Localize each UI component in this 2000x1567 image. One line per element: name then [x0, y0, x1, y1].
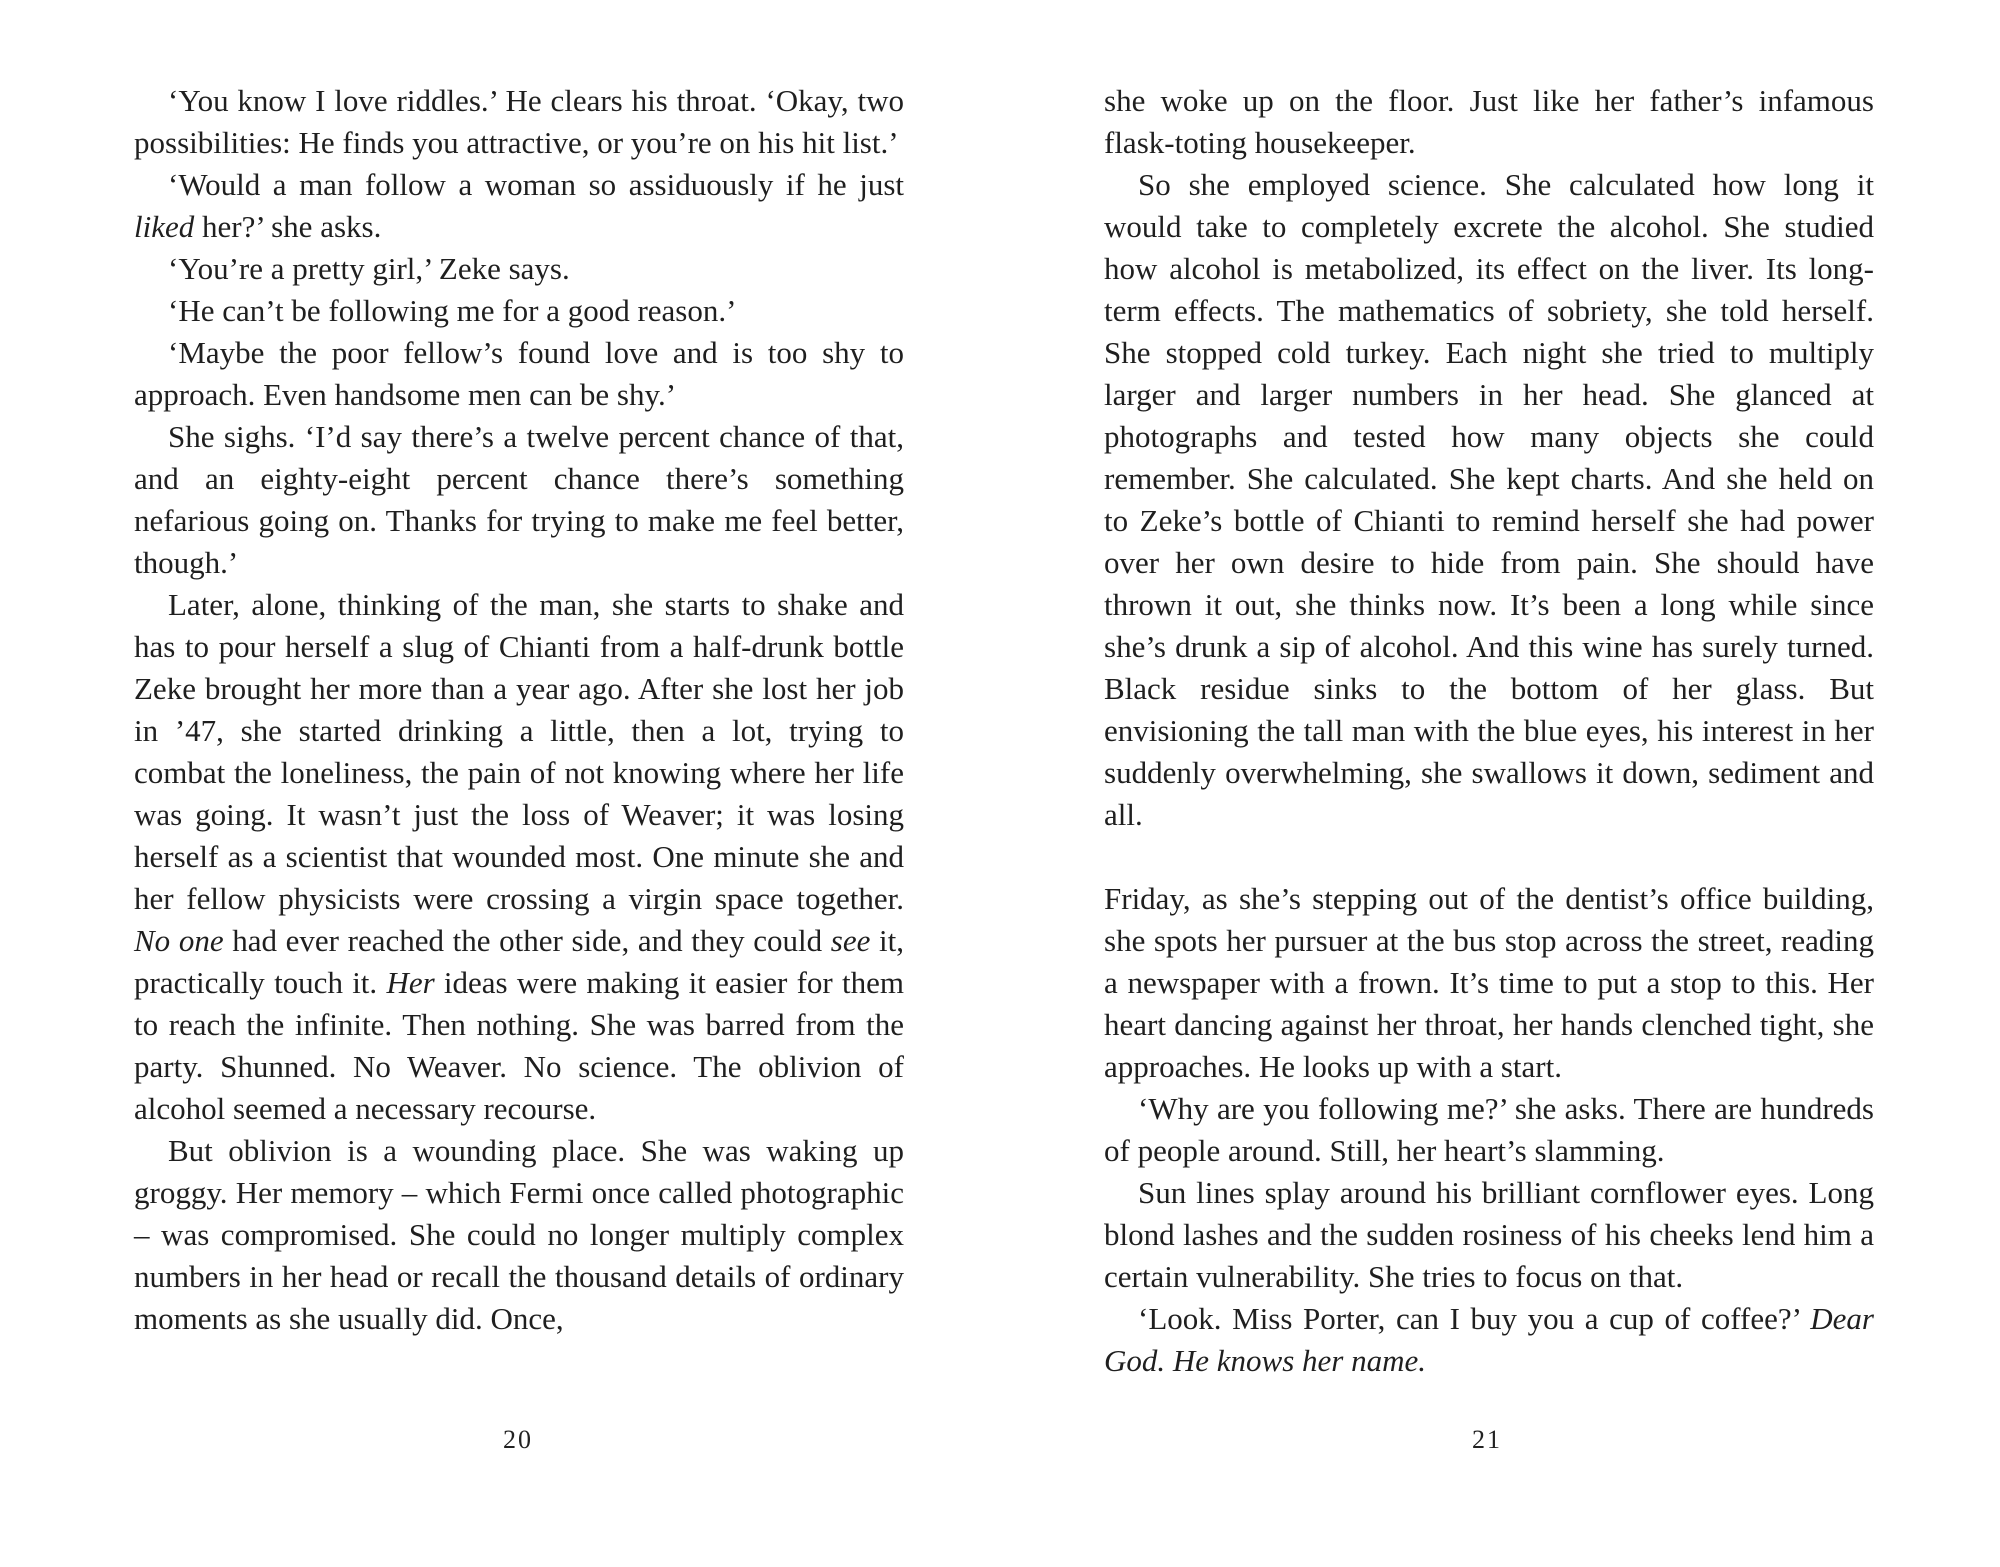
text-run: ‘Maybe the poor fellow’s found love and is too shy to approach. Even handsome men can be shy.’ — [134, 335, 904, 412]
left-page-text — [134, 80, 904, 1340]
text-run: had ever reached the other side, and they could — [223, 923, 831, 958]
text-run: ‘You know I love riddles.’ He clears his throat. ‘Okay, two possibilities: He finds you attractive, or you’re on his hit list.’ — [134, 83, 904, 160]
paragraph — [134, 584, 904, 1130]
italic-text: see — [830, 923, 871, 958]
italic-text: Dear God. He knows her name. — [1104, 1301, 1874, 1378]
text-run: Sun lines splay around his brilliant cornflower eyes. Long blond lashes and the sudden rosiness of his cheeks lend him a certain vulnerability. She tries to focus on that. — [1104, 1175, 1874, 1294]
paragraph — [1104, 1172, 1874, 1298]
text-run: ‘Why are you following me?’ she asks. There are hundreds of people around. Still, her heart’s slamming. — [1104, 1091, 1874, 1168]
paragraph — [134, 248, 904, 290]
paragraph — [134, 290, 904, 332]
text-run: ‘Would a man follow a woman so assiduously if he just — [168, 167, 904, 202]
text-run: She sighs. ‘I’d say there’s a twelve percent chance of that, and an eighty-eight percent chance there’s something nefarious going on. Thanks for trying to make me feel better, though.’ — [134, 419, 904, 580]
text-run: ‘You’re a pretty girl,’ Zeke says. — [168, 251, 570, 286]
paragraph — [1104, 1088, 1874, 1172]
text-run: ‘Look. Miss Porter, can I buy you a cup of coffee?’ — [1138, 1301, 1811, 1336]
right-page-text — [1104, 80, 1874, 1382]
text-run: Friday, as she’s stepping out of the dentist’s office building, she spots her pursuer at the bus stop across the street, reading a newspaper with a frown. It’s time to put a stop to this. Her heart dancing against her throat, her hands clenched tight, she approaches. He looks up with a start. — [1104, 881, 1874, 1084]
text-run: But oblivion is a wounding place. She was waking up groggy. Her memory – which Fermi once called photographic – was compromised. She could no longer multiply complex numbers in her head or recall the thousand details of ordinary moments as she usually did. Once, — [134, 1133, 904, 1336]
italic-text: liked — [134, 209, 195, 244]
paragraph — [134, 164, 904, 248]
text-run: Later, alone, thinking of the man, she starts to shake and has to pour herself a slug of Chianti from a half-drunk bottle Zeke brought her more than a year ago. After she lost her job in ’47, she started drinking a little, then a lot, trying to combat the loneliness, the pain of not knowing where her life was going. It wasn’t just the loss of Weaver; it was losing herself as a scientist that wounded most. One minute she and her fellow physicists were crossing a virgin space together. — [134, 587, 904, 916]
paragraph — [1104, 1298, 1874, 1382]
text-run: ideas were making it easier for them to reach the infinite. Then nothing. She was barred from the party. Shunned. No Weaver. No science. The oblivion of alcohol seemed a necessary recourse. — [134, 965, 904, 1126]
paragraph — [134, 416, 904, 584]
paragraph — [134, 80, 904, 164]
text-run: her?’ she asks. — [194, 209, 382, 244]
paragraph — [1104, 80, 1874, 164]
text-run: it, practically touch it. — [134, 923, 905, 1000]
text-run: she woke up on the floor. Just like her father’s infamous flask-toting housekeeper. — [1104, 83, 1874, 160]
text-run: ‘He can’t be following me for a good reason.’ — [168, 293, 737, 328]
paragraph — [1104, 164, 1874, 836]
paragraph — [134, 1130, 904, 1340]
right-page — [1000, 0, 2000, 1567]
paragraph — [134, 332, 904, 416]
section-break — [1104, 836, 1874, 878]
left-page-number: 20 — [503, 1425, 533, 1454]
text-run: So she employed science. She calculated how long it would take to completely excrete the alcohol. She studied how alcohol is metabolized, its effect on the liver. Its long-term effects. The mathematics of sobriety, she told herself. She stopped cold turkey. Each night she tried to multiply larger and larger numbers in her head. She glanced at photographs and tested how many objects she could remember. She calculated. She kept charts. And she held on to Zeke’s bottle of Chianti to remind herself she had power over her own desire to hide from pain. She should have thrown it out, she thinks now. It’s been a long while since she’s drunk a sip of alcohol. And this wine has surely turned. Black residue sinks to the bottom of her glass. But envisioning the tall man with the blue eyes, his interest in her suddenly overwhelming, she swallows it down, sediment and all. — [1104, 167, 1874, 832]
italic-text: No one — [134, 923, 224, 958]
italic-text: Her — [386, 965, 435, 1000]
right-page-number: 21 — [1472, 1425, 1502, 1454]
paragraph — [1104, 878, 1874, 1088]
